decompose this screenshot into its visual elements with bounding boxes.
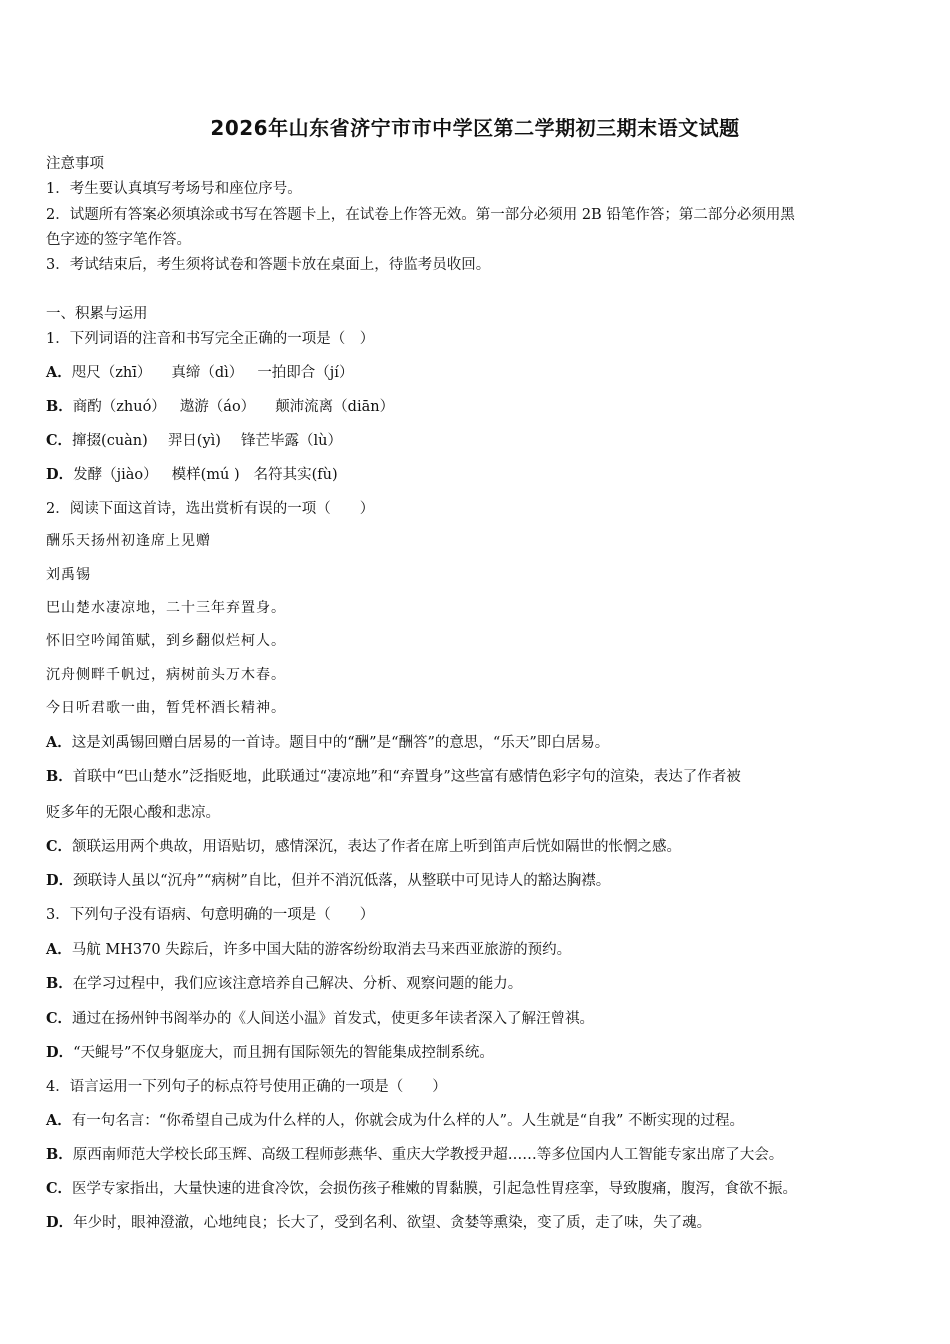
q1-option-c — [46, 429, 908, 450]
q2-option-c — [46, 835, 908, 856]
option-label: C． — [46, 838, 73, 855]
option-word: 羿日(yì) — [167, 433, 221, 449]
option-label: C． — [46, 1010, 73, 1027]
q3-option-a — [46, 938, 908, 959]
q4-stem: 4．语言运用一下列句子的标点符号使用正确的一项是（ ） — [46, 1079, 447, 1095]
option-word: 撺掇(cuàn) — [72, 433, 148, 449]
option-text: “天鲲号”不仅身躯庞大，而且拥有国际领先的智能集成控制系统。 — [73, 1045, 494, 1061]
option-text: 在学习过程中，我们应该注意培养自己解决、分析、观察问题的能力。 — [72, 976, 523, 992]
option-label: D． — [46, 872, 74, 889]
option-label: A． — [46, 941, 72, 958]
poem-line: 沉舟侧畔千帆过，病树前头万木春。 — [46, 667, 286, 683]
q3-option-b — [46, 972, 908, 993]
option-text: 有一句名言：“你希望自己成为什么样的人，你就会成为什么样的人”。人生就是“自我” 不断实现的过程。 — [71, 1113, 745, 1129]
option-label: D． — [46, 1044, 74, 1061]
q2-option-a — [46, 731, 908, 752]
option-label: D． — [46, 1214, 74, 1231]
option-label: B． — [46, 398, 73, 415]
option-text: 首联中“巴山楚水”泛指贬地，此联通过“凄凉地”和“弃置身”这些富有感情色彩字句的渲染，表达了作者被 — [72, 769, 741, 785]
q4-option-c — [46, 1177, 908, 1198]
notice-item-3: 3．考试结束后，考生须将试卷和答题卡放在桌面上，待监考员收回。 — [46, 257, 491, 273]
option-text: 医学专家指出，大量快速的进食冷饮，会损伤孩子稚嫩的胃黏膜，引起急性胃痉挛，导致腹痛，腹泻，食欲不振。 — [72, 1181, 798, 1197]
q1-stem: 1．下列词语的注音和书写完全正确的一项是（ ） — [46, 331, 375, 347]
option-text: 马航 MH370 失踪后，许多中国大陆的游客纷纷取消去马来西亚旅游的预约。 — [71, 942, 572, 958]
option-text: 颈联诗人虽以“沉舟”“病树”自比，但并不消沉低落，从整联中可见诗人的豁达胸襟。 — [73, 873, 611, 889]
poem-author: 刘禹锡 — [46, 567, 91, 583]
poem-line: 今日听君歌一曲，暂凭杯酒长精神。 — [46, 700, 286, 716]
q3-option-c — [46, 1007, 908, 1028]
q4-option-a — [46, 1109, 908, 1130]
option-label: C． — [46, 432, 73, 449]
option-word: 颠沛流离（diān） — [275, 399, 395, 415]
q3-option-d — [46, 1041, 908, 1062]
q2-option-b-cont: 贬多年的无限心酸和悲凉。 — [46, 805, 220, 821]
option-word: 模样(mú ) — [171, 467, 240, 483]
option-label: A． — [46, 734, 72, 751]
q2-option-b — [46, 765, 908, 786]
notice-item-2: 2．试题所有答案必须填涂或书写在答题卡上，在试卷上作答无效。第一部分必须用 2B 铅笔作答；第二部分必须用黑 — [46, 207, 795, 223]
section-heading: 一、积累与运用 — [46, 306, 148, 322]
option-label: B． — [46, 975, 73, 992]
q3-stem: 3．下列句子没有语病、句意明确的一项是（ ） — [46, 907, 375, 923]
option-label: C． — [46, 1180, 73, 1197]
poem-title: 酬乐天扬州初逢席上见赠 — [46, 533, 211, 549]
option-label: A． — [46, 1112, 72, 1129]
option-word: 一拍即合（jí） — [257, 365, 354, 381]
option-word: 发酵（jiào） — [73, 467, 158, 483]
notice-item-2-cont: 色字迹的签字笔作答。 — [46, 232, 191, 248]
q1-option-d — [46, 463, 908, 484]
option-label: A． — [46, 364, 72, 381]
poem-line: 巴山楚水凄凉地，二十三年弃置身。 — [46, 600, 286, 616]
option-word: 咫尺（zhī） — [71, 365, 152, 381]
option-text: 颔联运用两个典故，用语贴切，感情深沉，表达了作者在席上听到笛声后恍如隔世的怅惘之感。 — [72, 839, 682, 855]
option-label: D． — [46, 466, 74, 483]
notice-heading: 注意事项 — [46, 156, 104, 172]
poem-line: 怀旧空吟闻笛赋，到乡翻似烂柯人。 — [46, 633, 286, 649]
q1-option-b — [46, 395, 908, 416]
option-word: 锋芒毕露（lù） — [240, 433, 342, 449]
notice-item-1: 1．考生要认真填写考场号和座位序号。 — [46, 181, 302, 197]
option-text: 原西南师范大学校长邱玉辉、高级工程师彭燕华、重庆大学教授尹超……等多位国内人工智能专家出席了大会。 — [72, 1147, 784, 1163]
option-text: 年少时，眼神澄澈，心地纯良；长大了，受到名利、欲望、贪婪等熏染，变了质，走了味，失了魂。 — [73, 1215, 712, 1231]
option-text: 这是刘禹锡回赠白居易的一首诗。题目中的“酬”是“酬答”的意思，“乐天”即白居易。 — [71, 735, 610, 751]
q4-option-b — [46, 1143, 908, 1164]
q4-option-d — [46, 1211, 908, 1232]
option-label: B． — [46, 768, 73, 785]
option-word: 真缔（dì） — [171, 365, 244, 381]
q2-option-d — [46, 869, 908, 890]
option-word: 遨游（áo） — [179, 399, 256, 415]
q1-option-a — [46, 361, 908, 382]
option-label: B． — [46, 1146, 73, 1163]
q2-stem: 2．阅读下面这首诗，选出赏析有误的一项（ ） — [46, 501, 375, 517]
option-word: 名符其实(fù) — [253, 467, 338, 483]
option-word: 商酌（zhuó） — [72, 399, 166, 415]
option-text: 通过在扬州钟书阁举办的《人间送小温》首发式，使更多年读者深入了解汪曾祺。 — [72, 1011, 595, 1027]
page-title: 2026年山东省济宁市市中学区第二学期初三期末语文试题 — [210, 116, 740, 140]
